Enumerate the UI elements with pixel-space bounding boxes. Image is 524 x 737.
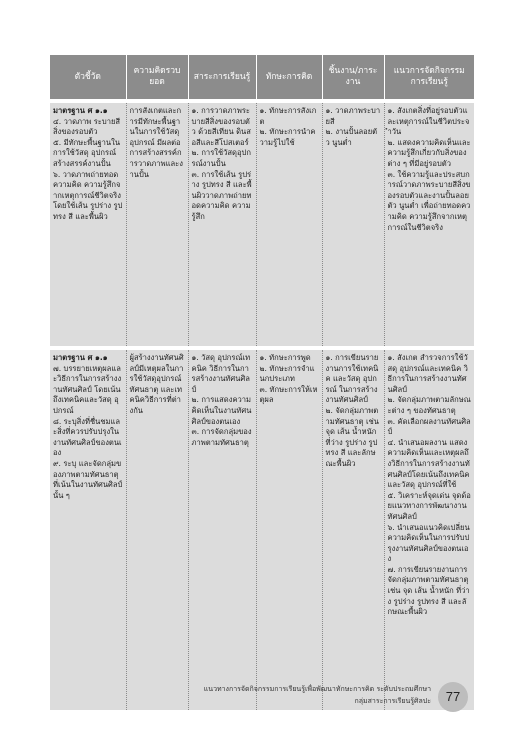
- cell-skills: [256, 350, 322, 710]
- cell-concept: [126, 350, 188, 710]
- footer-caption: [131, 683, 431, 707]
- content-item: ๓. การจัดกลุ่มของภาพตามทัศนธาตุ: [191, 427, 252, 447]
- activity-item: ๓. คัดเลือกผลงานทัศนศิลป์: [387, 416, 471, 437]
- table-row: [50, 350, 474, 710]
- cell-indicators: [50, 350, 126, 710]
- cell-content: [188, 103, 256, 346]
- header-content: สาระการเรียนรู้: [188, 55, 256, 99]
- indicator-item: ๙. ระบุ และจัดกลุ่มของภาพตามทัศนธาตุที่เน้นในงานทัศนศิลป์นั้น ๆ: [53, 458, 123, 500]
- header-skills: ทักษะการคิด: [256, 55, 322, 99]
- skill-item: ๑. ทักษะการพูด: [259, 353, 311, 362]
- table-header-row: [50, 55, 474, 99]
- indicator-item: ๔. วาดภาพ ระบายสีสิ่งของรอบตัว: [53, 116, 121, 137]
- task-item: ๑. การเขียนรายงานการใช้เทคนิค และวัสดุ อุปกรณ์ ในการสร้างงานทัศนศิลป์: [325, 353, 379, 405]
- activity-item: ๒. จัดกลุ่มภาพตามลักษณะต่าง ๆ ของทัศนธาตุ: [387, 395, 471, 415]
- task-item: ๑. วาดภาพระบายสี: [325, 106, 381, 126]
- skill-item: ๑. ทักษะการสังเกต: [259, 106, 317, 126]
- activity-item: ๗. การเขียนรายงานการจัดกลุ่มภาพตามทัศนธาตุ เช่น จุด เส้น น้ำหนัก ที่ว่าง รูปร่าง รูปทรง สี และลักษณะพื้นผิว: [387, 564, 470, 617]
- footer-title: แนวทางการจัดกิจกรรมการเรียนรู้เพื่อพัฒนาทักษะการคิด ระดับประถมศึกษา: [203, 685, 431, 693]
- cell-tasks: [322, 103, 384, 346]
- task-item: ๒. งานปั้นลอยตัว นูนต่ำ: [325, 127, 378, 147]
- activity-item: ๑. สังเกตสิ่งที่อยู่รอบตัวและเหตุการณ์ในชีวิตประจำวัน: [387, 106, 470, 137]
- header-indicators: ตัวชี้วัด: [50, 55, 126, 99]
- table-row: [50, 103, 474, 346]
- cell-skills: [256, 103, 322, 346]
- indicator-item: ๗. บรรยายเหตุผลและวิธีการในการสร้างงานทัศนศิลป์ โดยเน้นถึงเทคนิคและวัสดุ อุปกรณ์: [53, 363, 122, 415]
- cell-indicators: [50, 103, 126, 346]
- content-item: ๒. การแสดงความคิดเห็นในงานทัศนศิลป์ของตนเอง: [191, 395, 252, 426]
- content-item: ๒. การใช้วัสดุอุปกรณ์งานปั้น: [191, 148, 251, 168]
- indicator-item: ๕. มีทักษะพื้นฐานในการใช้วัสดุ อุปกรณ์ สร้างสรรค์งานปั้น: [53, 137, 121, 168]
- activity-item: ๔. นำเสนอผลงาน แสดงความคิดเห็นและเหตุผลถึงวิธีการในการสร้างงานทัศนศิลป์โดยเน้นถึงเทคนิคและวัสดุ อุปกรณ์ที่ใช้: [387, 437, 470, 490]
- standard-label: มาตรฐาน ศ ๑.๑: [53, 106, 108, 115]
- indicator-item: ๘. ระบุสิ่งที่ชื่นชมและสิ่งที่ควรปรับปรุงในงานทัศนศิลป์ของตนเอง: [53, 416, 122, 458]
- header-concept: ความคิดรวบยอด: [126, 55, 188, 99]
- content-item: ๑. การวาดภาพระบายสีสิ่งของรอบตัว ด้วยสีเทียน ดินสอสีและสีโปสเตอร์: [191, 106, 251, 147]
- cell-tasks: [322, 350, 384, 710]
- curriculum-table-container: [50, 55, 474, 710]
- skill-item: ๓. ทักษะการให้เหตุผล: [259, 384, 318, 405]
- content-item: ๓. การใช้เส้น รูปร่าง รูปทรง สี และพื้นผิววาดภาพถ่ายทอดความคิด ความรู้สึก: [191, 169, 252, 221]
- content-item: ๑. วัสดุ อุปกรณ์เทคนิค วิธีการในการสร้างงานทัศนศิลป์: [191, 353, 251, 394]
- standard-label: มาตรฐาน ศ ๑.๑: [53, 353, 108, 362]
- page-number: 77: [438, 682, 468, 712]
- cell-activities: [384, 350, 474, 710]
- task-item: ๒. จัดกลุ่มภาพตามทัศนธาตุ เช่น จุด เส้น น้ำหนัก ที่ว่าง รูปร่าง รูปทรง สี และลักษณะพื้นผิว: [325, 405, 379, 468]
- activity-item: ๒. แสดงความคิดเห็นและความรู้สึกเกี่ยวกับสิ่งของต่าง ๆ ที่มีอยู่รอบตัว: [387, 137, 471, 168]
- activity-item: ๑. สังเกต สำรวจการใช้วัสดุ อุปกรณ์และเทคนิค วิธีการในการสร้างงานทัศนศิลป์: [387, 353, 468, 394]
- skill-item: ๒. ทักษะการจำแนกประเภท: [259, 363, 315, 384]
- activity-item: ๓. ใช้ความรู้และประสบการณ์วาดภาพระบายสีสิ่งของรอบตัวและงานปั้นลอยตัว นูนต่ำ เพื่อถ่ายทอดความคิด ความรู้สึกจากเหตุการณ์ในชีวิตจริง: [387, 169, 471, 232]
- footer-subtitle: กลุ่มสาระการเรียนรู้ศิลปะ: [354, 697, 431, 705]
- indicator-item: ๖. วาดภาพถ่ายทอดความคิด ความรู้สึกจากเหตุการณ์ชีวิตจริง โดยใช้เส้น รูปร่าง รูปทรง สี และพื้นผิว: [53, 169, 123, 221]
- activity-item: ๖. นำเสนอแนวคิดเปลี่ยนความคิดเห็นในการปรับปรุงงานทัศนศิลป์ของตนเอง: [387, 522, 470, 564]
- concept-text: ผู้สร้างงานทัศนศิลป์มีเหตุผลในการใช้วัสดุอุปกรณ์ทัศนธาตุ และเทคนิควิธีการที่ต่างกัน: [129, 353, 184, 415]
- cell-concept: [126, 103, 188, 346]
- activity-item: ๕. วิเคราะห์จุดเด่น จุดด้อยแนวทางการพัฒนางานทัศนศิลป์: [387, 490, 471, 521]
- skill-item: ๒. ทักษะการนำความรู้ไปใช้: [259, 127, 316, 147]
- concept-text: การสังเกตและการมีทักษะพื้นฐานในการใช้วัสดุ อุปกรณ์ มีผลต่อการสร้างสรรค์การวาดภาพและงานปั้น: [129, 106, 183, 179]
- cell-activities: [384, 103, 474, 346]
- curriculum-table: [50, 55, 474, 710]
- header-activities: แนวการจัดกิจกรรมการเรียนรู้: [384, 55, 474, 99]
- header-tasks: ชิ้นงาน/ภาระงาน: [322, 55, 384, 99]
- cell-content: [188, 350, 256, 710]
